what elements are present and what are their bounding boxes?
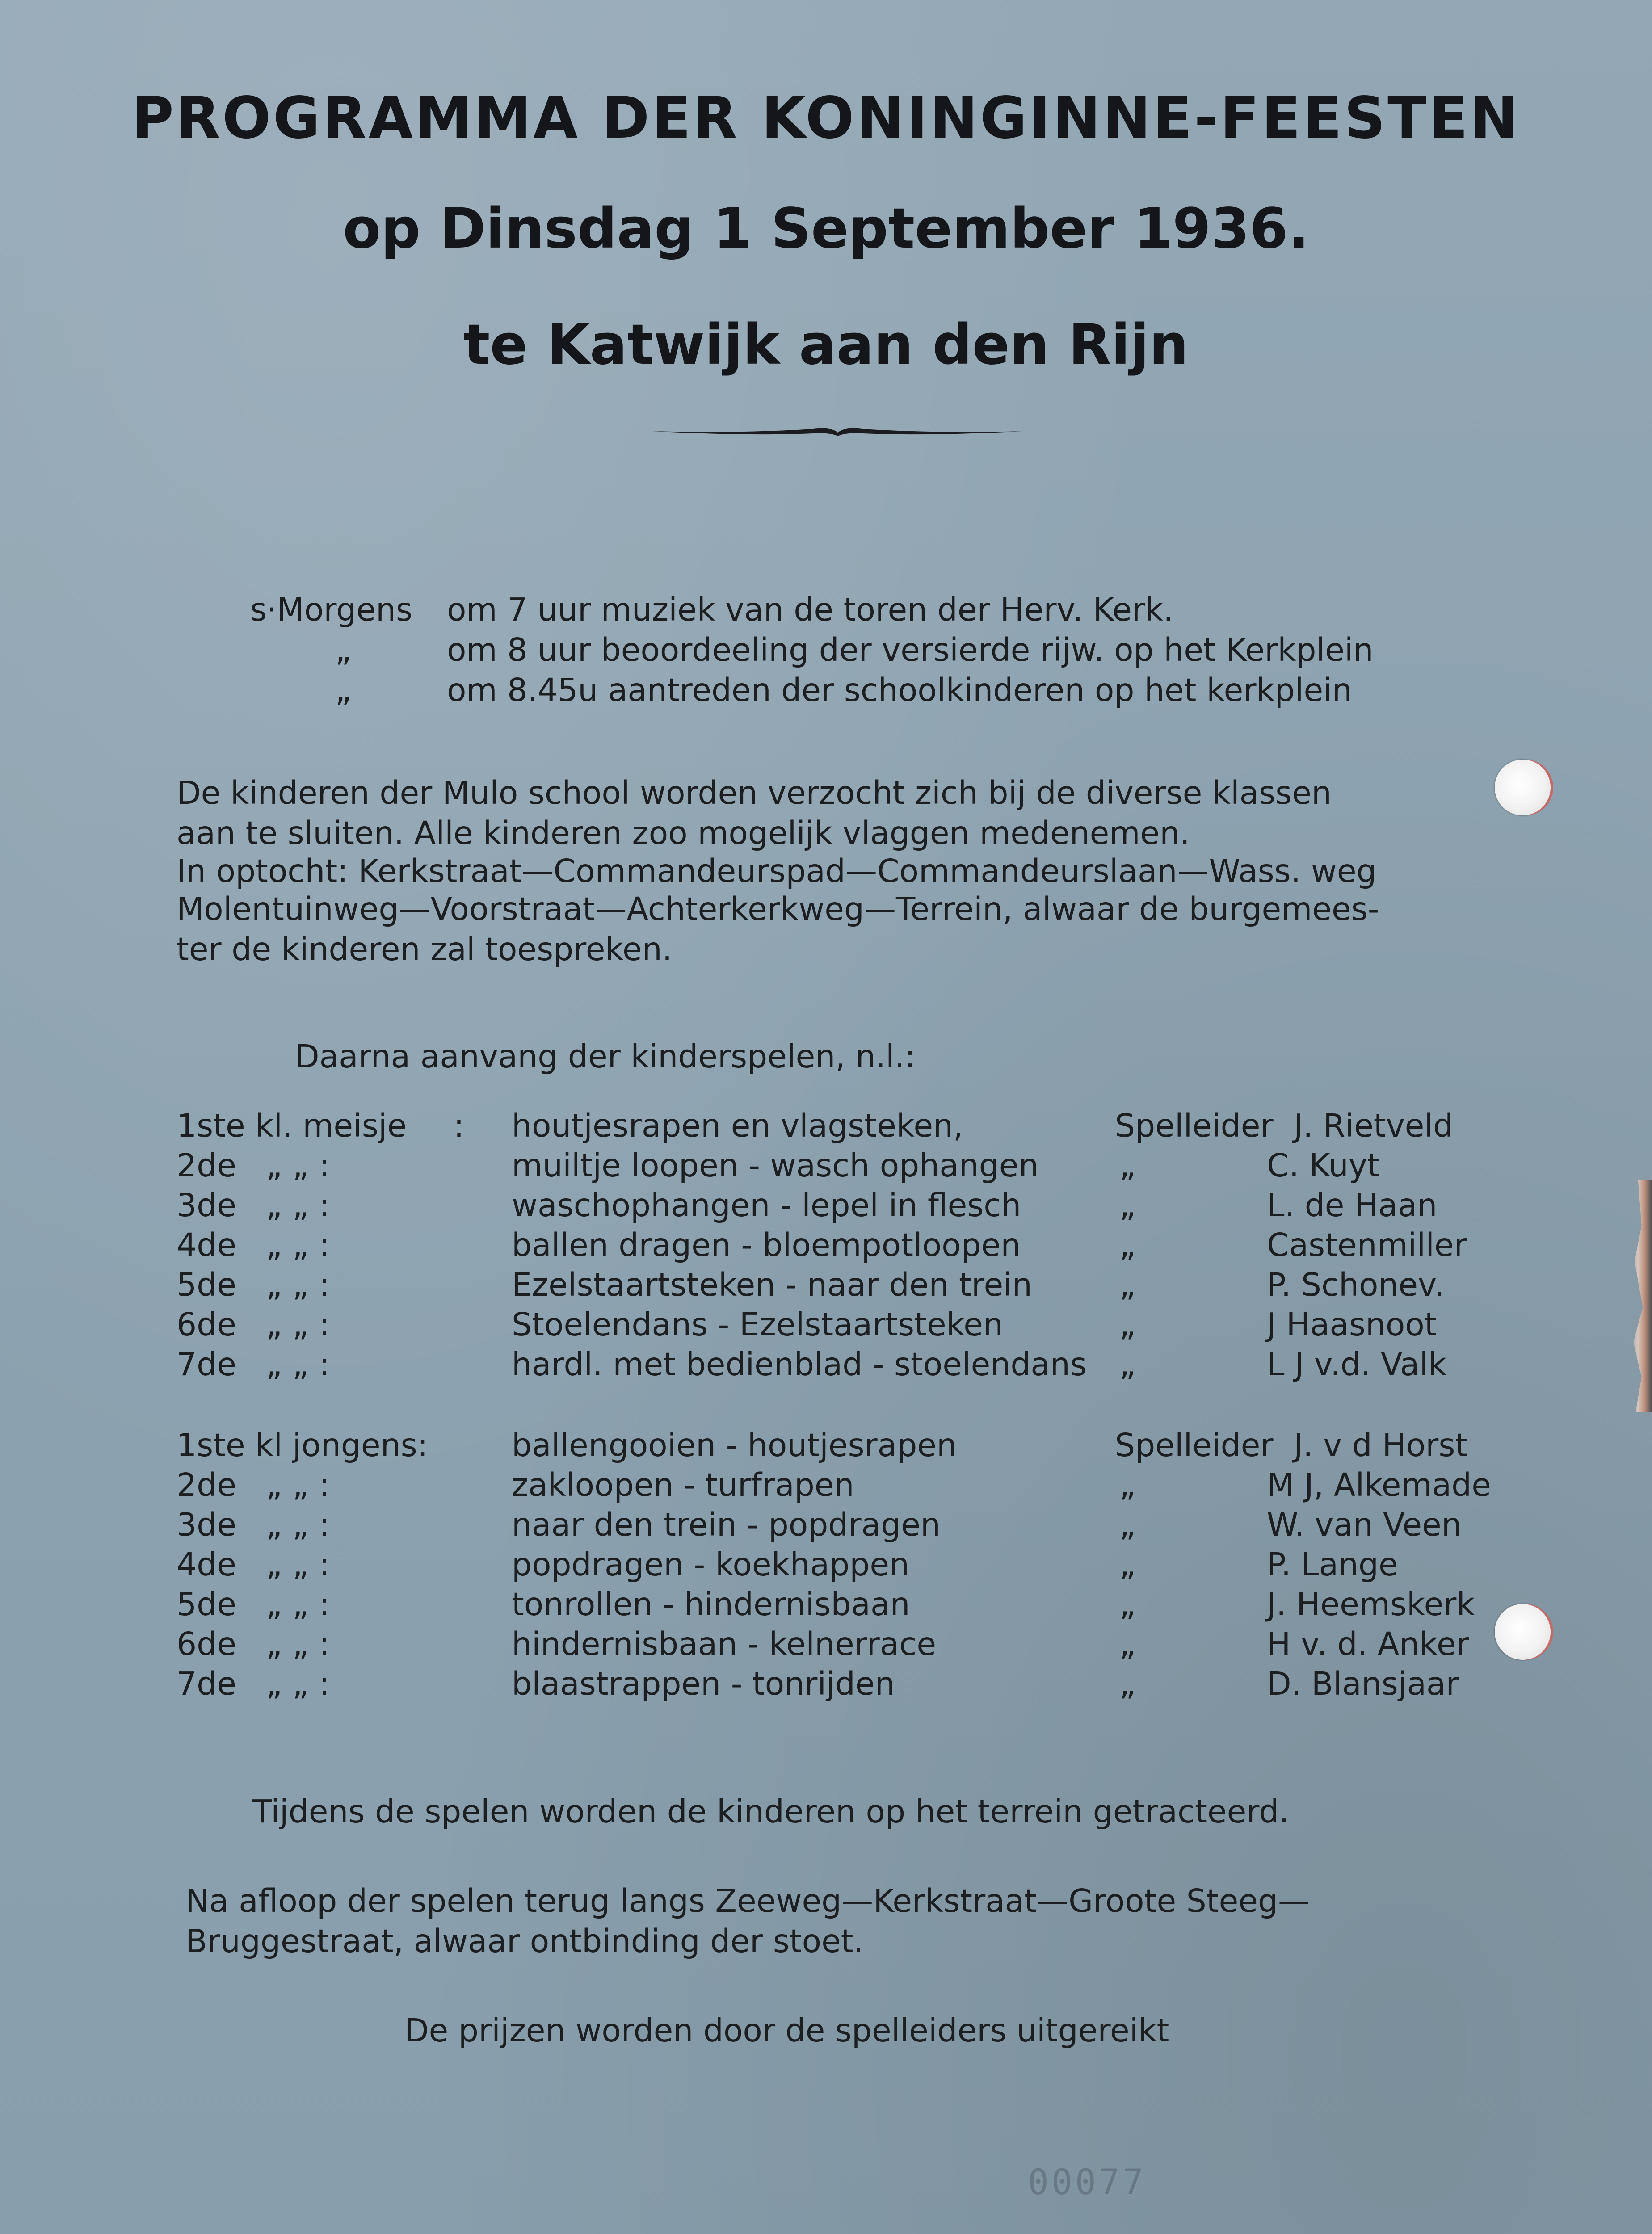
row-games: blaastrappen - tonrijden [512,1665,895,1702]
route-line: Molentuinweg—Voorstraat—Achterkerkweg—Terrein, alwaar de burgemees- [177,890,1379,928]
row-ditto: „ „ : [266,1187,330,1224]
row-games: naar den trein - popdragen [512,1506,941,1543]
row-ditto: „ „ : [266,1306,330,1343]
row-mark: „ [1119,1665,1136,1702]
row-class: 2de [177,1147,236,1184]
row-leader: W. van Veen [1267,1506,1462,1543]
row-mark: „ [1119,1506,1136,1543]
row-games: hindernisbaan - kelnerrace [512,1625,937,1663]
row-class: 3de [177,1187,236,1224]
row-leader: M J, Alkemade [1267,1466,1491,1503]
row-games: zakloopen - turfrapen [512,1466,854,1503]
row-leader: Castenmiller [1267,1226,1467,1264]
row-mark: „ [1119,1306,1136,1343]
row-games: waschophangen - lepel in flesch [512,1187,1021,1224]
row-leader: L J v.d. Valk [1267,1346,1447,1383]
row-class: 5de [177,1266,236,1303]
row-class: 4de [177,1546,236,1583]
row-ditto: „ „ : [266,1506,330,1543]
row-games: muiltje loopen - wasch ophangen [512,1147,1039,1184]
torn-edge [1629,1180,1652,1412]
row-class: 4de [177,1226,236,1264]
row-leader: J Haasnoot [1267,1306,1437,1343]
row-games: popdragen - koekhappen [512,1546,909,1583]
row-mark: „ [1119,1226,1136,1264]
row-ditto: „ „ : [266,1546,330,1583]
row-class: 3de [177,1506,236,1543]
row-class: 6de [177,1625,236,1663]
row-mark: „ [1119,1546,1136,1583]
punch-hole-bottom [1495,1604,1551,1660]
title-line-2: op Dinsdag 1 September 1936. [343,197,1309,261]
row-games: tonrollen - hindernisbaan [512,1586,910,1623]
row-leader: P. Schonev. [1267,1266,1445,1303]
morning-line-1 [250,590,1173,630]
row-ditto: „ „ : [266,1266,330,1303]
row-ditto: „ „ : [266,1147,330,1184]
ditto-mark: „ [335,631,352,668]
during-line: Tijdens de spelen worden de kinderen op het terrein getracteerd. [252,1793,1289,1830]
row-leader: D. Blansjaar [1267,1665,1459,1702]
row-games: houtjesrapen en vlagsteken, [512,1107,963,1144]
row-mark: „ [1119,1187,1136,1224]
row-ditto: „ „ : [266,1625,330,1663]
row-class: 2de [177,1466,236,1503]
row-games: Ezelstaartsteken - naar den trein [512,1266,1032,1303]
row-ditto: „ „ : [266,1466,330,1503]
ornament-rule [652,420,1023,442]
row-mark: Spelleider [1115,1427,1274,1464]
row-games: ballengooien - houtjesrapen [512,1427,957,1464]
row-mark: „ [1119,1346,1136,1383]
route-line: In optocht: Kerkstraat—Commandeurspad—Commandeurslaan—Wass. weg [177,852,1377,890]
title-line-3: te Katwijk aan den Rijn [463,313,1189,377]
row-mark: „ [1119,1466,1136,1503]
row-leader: P. Lange [1267,1546,1398,1583]
row-mark: „ [1119,1625,1136,1663]
row-class: 5de [177,1586,236,1623]
morning-text: om 8.45u aantreden der schoolkinderen op het kerkplein [447,672,1352,709]
morning-prefix: s·Morgens [250,591,412,628]
row-class: 7de [177,1346,236,1383]
row-games: hardl. met bedienblad - stoelendans [512,1346,1087,1383]
ditto-mark: „ [335,672,352,709]
title-line-1: PROGRAMMA DER KONINGINNE-FEESTEN [131,85,1521,151]
row-games: Stoelendans - Ezelstaartsteken [512,1306,1003,1343]
row-leader: J. Rietveld [1294,1107,1454,1144]
route-line: aan te sluiten. Alle kinderen zoo mogelijk vlaggen medenemen. [177,815,1190,852]
row-games: ballen dragen - bloempotloopen [512,1226,1021,1264]
route-line: ter de kinderen zal toespreken. [177,931,673,968]
row-ditto: „ „ : [266,1226,330,1264]
row-mark: „ [1119,1266,1136,1303]
row-class: 1ste kl jongens: [177,1427,428,1464]
archive-stamp: 00077 [1028,2163,1146,2203]
row-leader: H v. d. Anker [1267,1625,1469,1663]
row-leader: C. Kuyt [1267,1147,1380,1184]
morning-text: om 8 uur beoordeeling der versierde rijw. op het Kerkplein [447,631,1374,668]
punch-hole-top [1495,760,1551,815]
row-mark: „ [1119,1586,1136,1623]
row-leader: J. v d Horst [1294,1427,1468,1464]
games-intro: Daarna aanvang der kinderspelen, n.l.: [295,1038,916,1075]
row-leader: L. de Haan [1267,1187,1438,1224]
route-line: De kinderen der Mulo school worden verzocht zich bij de diverse klassen [177,774,1332,811]
row-mark: Spelleider [1115,1107,1274,1144]
after-line: Na afloop der spelen terug langs Zeeweg—Kerkstraat—Groote Steeg— [185,1882,1310,1919]
row-leader: J. Heemskerk [1267,1586,1475,1623]
row-class: 6de [177,1306,236,1343]
prizes-line: De prijzen worden door de spelleiders uitgereikt [404,2012,1169,2049]
row-ditto: : [454,1107,464,1144]
row-mark: „ [1119,1147,1136,1184]
row-ditto: „ „ : [266,1346,330,1383]
row-ditto: „ „ : [266,1665,330,1702]
morning-text: om 7 uur muziek van de toren der Herv. Kerk. [447,591,1173,628]
after-line: Bruggestraat, alwaar ontbinding der stoet. [185,1923,864,1960]
row-ditto: „ „ : [266,1586,330,1623]
row-class: 7de [177,1665,236,1702]
row-class: 1ste kl. meisje [177,1107,407,1144]
